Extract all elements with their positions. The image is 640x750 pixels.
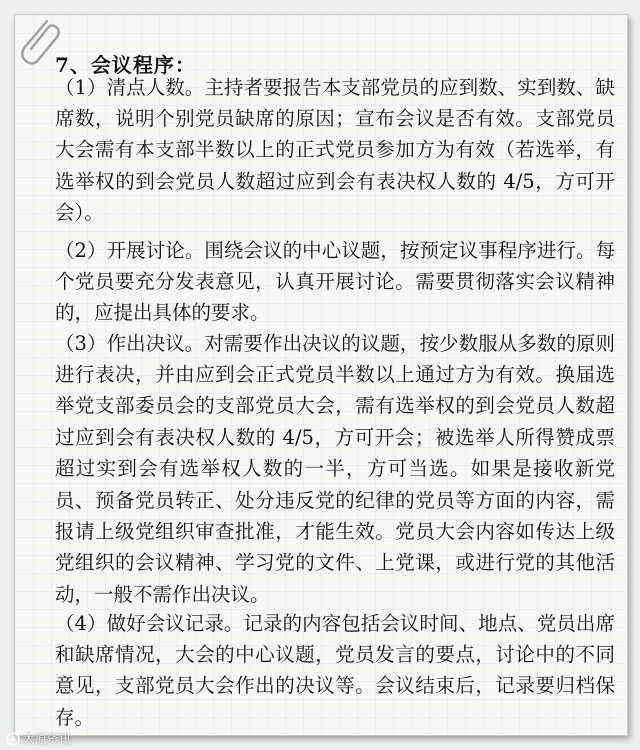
paragraph-2: （2）开展讨论。围绕会议的中心议题，按预定议事程序进行。每个党员要充分发表意见，认真开展讨论。需要贯彻落实会议精神的，应提出具体的要求。 (55, 238, 615, 325)
paragraph-3: （3）作出决议。对需要作出决议的议题，按少数服从多数的原则进行表决，并由应到会正式党员半数以上通过方为有效。换届选举党支部委员会的支部党员大会，需有选举权的到会党员人数超过应到会有表决权人数的 4/5，方可开会；被选举人所得赞成票超过实到会有选举权人数的一半，方可当选。如果是接收新党员、预备党员转正、处分违反党的纪律的党员等方面的内容，需报请上级党组织审查批准，才能生效。党员大会内容如传达上级党组织的会议精神、学习党的文件、上党课，或进行党的其他活动，一般不需作出决议。 (55, 331, 615, 606)
paragraph-1: （1）清点人数。主持者要报告本支部党员的应到数、实到数、缺席数，说明个别党员缺席的原因；宣布会议是否有效。支部党员大会需有本支部半数以上的正式党员参加方为有效（若选举，有选举权的到会党员人数超过应到会有表决权人数的 4/5，方可开会）。 (55, 75, 615, 225)
paragraph-4: （4）做好会议记录。记录的内容包括会议时间、地点、党员出席和缺席情况，大会的中心议题，党员发言的要点，讨论中的不同意见，支部党员大会作出的决议等。会议结束后，记录要归档保存。 (55, 611, 615, 729)
watermark-text: 太原资讯 (23, 732, 72, 746)
document-page (14, 14, 628, 736)
watermark (6, 730, 71, 747)
logo-icon (6, 732, 20, 746)
section-heading: 7、会议程序： (55, 53, 196, 77)
